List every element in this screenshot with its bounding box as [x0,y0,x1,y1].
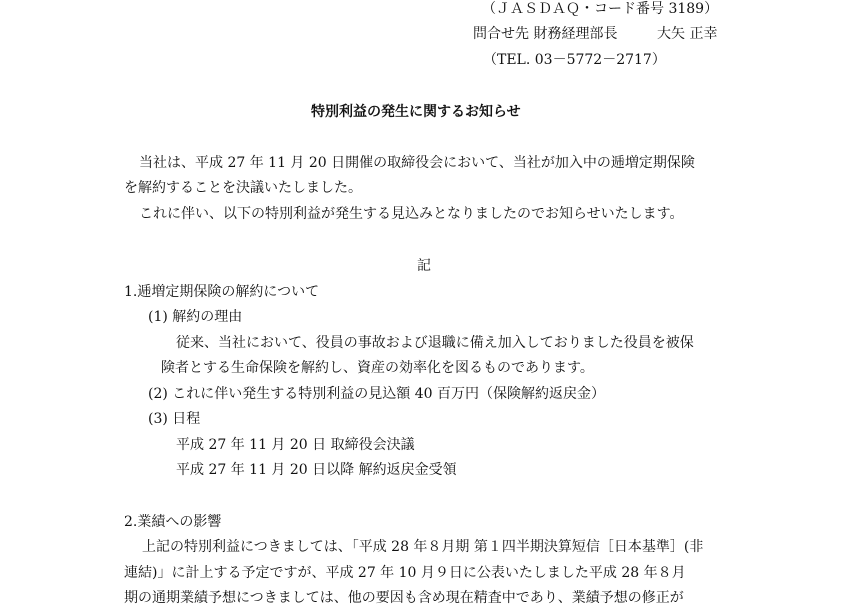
section-2-line-1: 上記の特別利益につきましては、「平成 28 年８月期 第１四半期決算短信［日本基準］(非 [142,539,704,555]
contact-tel: （TEL. 03－5772－2717） [483,52,666,68]
section-1-heading: 1.逓増定期保険の解約について [124,284,320,300]
ki-marker: 記 [417,258,431,274]
section-2-heading: 2.業績への影響 [124,514,222,530]
intro-paragraph-1-line-1: 当社は、平成 27 年 11 月 20 日開催の取締役会において、当社が加入中の逓増定期保険 [139,155,695,171]
section-1-item-1-line-2: 険者とする生命保険を解約し、資産の効率化を図るものであります。 [161,360,594,376]
exchange-code-line: （ＪＡＳＤＡＱ・コード番号 3189） [482,1,719,17]
section-1-item-1-line-1: 従来、当社において、役員の事故および退職に備え加入しておりました役員を被保 [176,335,694,351]
section-1-item-3-label: (3) 日程 [148,411,201,427]
section-2-line-2: 連結)」に計上する予定ですが、平成 27 年 10 月９日に公表いたしました平成 28 年８月 [124,565,686,581]
section-2-line-3: 期の通期業績予想につきましては、他の要因も含め現在精査中であり、業績予想の修正が [124,590,684,606]
section-1-item-1-label: (1) 解約の理由 [148,309,243,325]
document-title: 特別利益の発生に関するお知らせ [311,104,521,120]
intro-paragraph-2: これに伴い、以下の特別利益が発生する見込みとなりましたのでお知らせいたします。 [139,206,684,222]
intro-paragraph-1-line-2: を解約することを決議いたしました。 [124,180,362,196]
schedule-line-2: 平成 27 年 11 月 20 日以降 解約返戻金受領 [176,462,457,478]
section-1-item-2-label: (2) これに伴い発生する特別利益の見込額 40 百万円（保険解約返戻金） [148,386,605,402]
contact-label: 問合せ先 財務経理部長 [473,26,618,42]
schedule-line-1: 平成 27 年 11 月 20 日 取締役会決議 [176,437,415,453]
contact-name: 大矢 正幸 [657,26,718,42]
